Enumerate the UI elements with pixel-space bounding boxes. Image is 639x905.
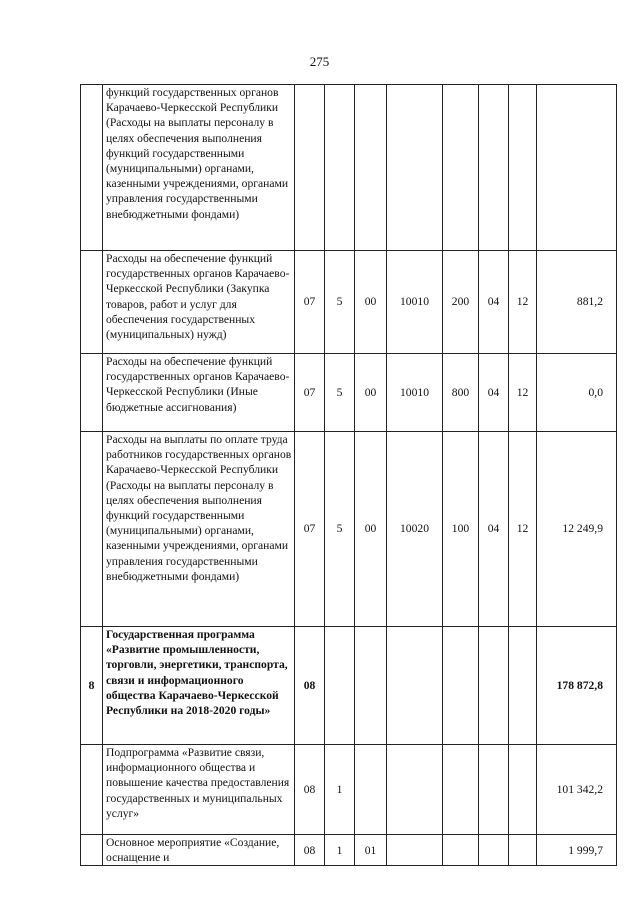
row-number-cell: [81, 85, 103, 251]
code-direction-cell: [387, 835, 443, 866]
table-row: [81, 432, 617, 627]
code-section-cell: [479, 85, 509, 251]
code-direction-cell: 10010: [387, 251, 443, 354]
code-subsection-cell: 12: [509, 432, 537, 627]
row-number-cell: [81, 251, 103, 354]
code-expense-type-cell: [443, 85, 479, 251]
code-direction-cell: [387, 627, 443, 745]
code-section-cell: [479, 835, 509, 866]
code-subprogram-cell: 5: [325, 354, 355, 432]
code-subprogram-cell: 5: [325, 432, 355, 627]
row-number-cell: [81, 432, 103, 627]
code-section-cell: [479, 627, 509, 745]
code-subprogram-cell: 1: [325, 835, 355, 866]
code-subprogram-cell: 5: [325, 251, 355, 354]
code-section-cell: 04: [479, 432, 509, 627]
code-section-cell: 04: [479, 354, 509, 432]
code-subsection-cell: [509, 627, 537, 745]
description-cell: Расходы на выплаты по оплате труда работников государственных органов Карачаево-Черкесской Республики (Расходы на выплаты персоналу в целях обеспечения выполнения функций государственными (муниципальными) органами, казенными учреждениями, органами управления государственными внебюджетными фондами): [103, 432, 295, 627]
table-row: [81, 745, 617, 835]
code-subsection-cell: [509, 835, 537, 866]
table-row: [81, 251, 617, 354]
code-event-cell: 00: [355, 354, 387, 432]
code-direction-cell: 10010: [387, 354, 443, 432]
budget-table: [80, 84, 617, 866]
table-row: [81, 835, 617, 866]
table-row: [81, 85, 617, 251]
code-subsection-cell: 12: [509, 251, 537, 354]
amount-cell: 178 872,8: [537, 627, 617, 745]
code-expense-type-cell: 100: [443, 432, 479, 627]
code-section-cell: [479, 745, 509, 835]
code-expense-type-cell: [443, 627, 479, 745]
code-event-cell: [355, 745, 387, 835]
description-cell: Государственная программа «Развитие промышленности, торговли, энергетики, транспорта, связи и информационного общества Карачаево-Черкесской Республики на 2018-2020 годы»: [103, 627, 295, 745]
code-program-cell: 07: [295, 354, 325, 432]
code-subprogram-cell: 1: [325, 745, 355, 835]
code-program-cell: 07: [295, 432, 325, 627]
amount-cell: 12 249,9: [537, 432, 617, 627]
page-number: 275: [309, 54, 330, 69]
code-subsection-cell: [509, 85, 537, 251]
code-subsection-cell: [509, 745, 537, 835]
code-program-cell: [295, 85, 325, 251]
amount-cell: [537, 85, 617, 251]
amount-cell: 1 999,7: [537, 835, 617, 866]
description-cell: Основное мероприятие «Создание, оснащение и: [103, 835, 295, 866]
code-program-cell: 08: [295, 745, 325, 835]
row-number-cell: [81, 354, 103, 432]
table-body: [81, 85, 617, 866]
code-expense-type-cell: 200: [443, 251, 479, 354]
code-program-cell: 07: [295, 251, 325, 354]
code-event-cell: 01: [355, 835, 387, 866]
code-event-cell: 00: [355, 432, 387, 627]
description-cell: Расходы на обеспечение функций государственных органов Карачаево-Черкесской Республики (Закупка товаров, работ и услуг для обеспечения государственных (муниципальных) нужд): [103, 251, 295, 354]
code-subsection-cell: 12: [509, 354, 537, 432]
amount-cell: 0,0: [537, 354, 617, 432]
description-cell: Подпрограмма «Развитие связи, информационного общества и повышение качества предоставления государственных и муниципальных услуг»: [103, 745, 295, 835]
table-row: [81, 627, 617, 745]
row-number-cell: [81, 835, 103, 866]
code-direction-cell: [387, 745, 443, 835]
code-program-cell: 08: [295, 627, 325, 745]
row-number-cell: [81, 745, 103, 835]
code-event-cell: 00: [355, 251, 387, 354]
code-program-cell: 08: [295, 835, 325, 866]
description-cell: функций государственных органов Карачаево-Черкесской Республики (Расходы на выплаты персоналу в целях обеспечения выполнения функций государственными (муниципальными) органами, казенными учреждениями, органами управления государственными внебюджетными фондами): [103, 85, 295, 251]
amount-cell: 881,2: [537, 251, 617, 354]
code-direction-cell: [387, 85, 443, 251]
code-subprogram-cell: [325, 627, 355, 745]
amount-cell: 101 342,2: [537, 745, 617, 835]
description-cell: Расходы на обеспечение функций государственных органов Карачаево-Черкесской Республики (Иные бюджетные ассигнования): [103, 354, 295, 432]
code-event-cell: [355, 627, 387, 745]
code-expense-type-cell: [443, 835, 479, 866]
code-event-cell: [355, 85, 387, 251]
code-section-cell: 04: [479, 251, 509, 354]
code-direction-cell: 10020: [387, 432, 443, 627]
table-row: [81, 354, 617, 432]
row-number-cell: 8: [81, 627, 103, 745]
code-subprogram-cell: [325, 85, 355, 251]
code-expense-type-cell: 800: [443, 354, 479, 432]
code-expense-type-cell: [443, 745, 479, 835]
